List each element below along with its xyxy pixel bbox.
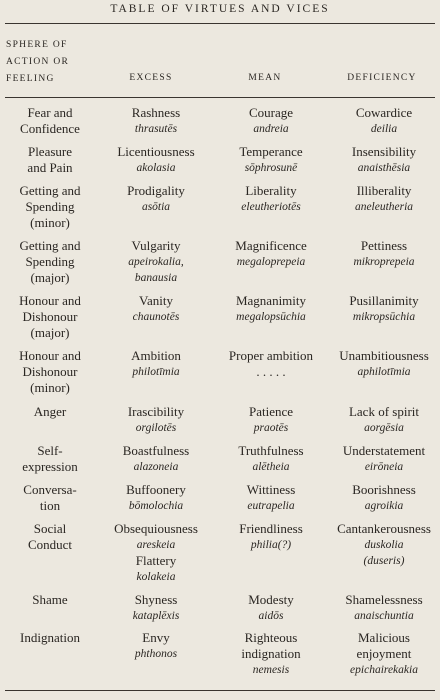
- sphere-cell: [4, 592, 96, 608]
- greek-term: megalopsūchia: [236, 311, 306, 323]
- greek-term: bōmolochia: [128, 500, 184, 512]
- top-rule: [5, 23, 435, 24]
- excess-cell: [100, 482, 212, 514]
- greek-term: (duseris): [363, 555, 405, 567]
- sphere-cell: [4, 443, 96, 475]
- cell-line: Obsequiousness: [114, 521, 198, 536]
- cell-line: and Pain: [27, 160, 73, 175]
- cell-line: Modesty: [248, 592, 294, 607]
- cell-line: Temperance: [239, 144, 303, 159]
- greek-term: eutrapelia: [247, 500, 295, 512]
- cell-line: . . . . .: [256, 364, 286, 379]
- deficiency-cell: [328, 183, 440, 215]
- sphere-cell: [4, 348, 96, 396]
- cell-line: Conversa-: [23, 482, 77, 497]
- cell-line: Dishonour: [22, 364, 78, 379]
- excess-cell: [100, 521, 212, 585]
- excess-cell: [100, 443, 212, 475]
- mean-cell: [212, 238, 330, 270]
- cell-line: Licentiousness: [117, 144, 195, 159]
- sphere-cell: [4, 521, 96, 553]
- mean-cell: [212, 348, 330, 380]
- greek-term: areskeia: [136, 539, 176, 551]
- bottom-rule: [5, 690, 435, 691]
- cell-line: Pleasure: [27, 144, 73, 159]
- mean-cell: [212, 592, 330, 624]
- cell-line: Irascibility: [127, 404, 185, 419]
- cell-line: Liberality: [245, 183, 297, 198]
- sphere-cell: [4, 183, 96, 231]
- cell-line: Friendliness: [239, 521, 303, 536]
- cell-line: Vulgarity: [131, 238, 181, 253]
- cell-line: Pusillanimity: [349, 293, 419, 308]
- cell-line: (minor): [30, 380, 70, 395]
- mean-cell: [212, 105, 330, 137]
- excess-cell: [100, 293, 212, 325]
- greek-term: mikroprepeia: [353, 256, 415, 268]
- cell-line: Cantankerousness: [337, 521, 431, 536]
- greek-term: alētheia: [252, 461, 290, 473]
- cell-line: Cowardice: [355, 105, 413, 120]
- deficiency-cell: [328, 404, 440, 436]
- cell-line: Shame: [32, 592, 68, 607]
- cell-line: Prodigality: [127, 183, 185, 198]
- mean-cell: [212, 443, 330, 475]
- cell-line: Understatement: [342, 443, 426, 458]
- cell-line: tion: [39, 498, 61, 513]
- greek-term: alazoneia: [133, 461, 179, 473]
- cell-line: indignation: [241, 646, 301, 661]
- greek-term: epichairekakia: [350, 664, 418, 676]
- cell-line: Shamelessness: [345, 592, 423, 607]
- mean-cell: [212, 521, 330, 553]
- header-deficiency: DEFICIENCY: [347, 73, 417, 83]
- cell-line: Illiberality: [356, 183, 412, 198]
- cell-line: Vanity: [139, 293, 173, 308]
- cell-line: Dishonour: [22, 309, 78, 324]
- greek-term: phthonos: [134, 648, 178, 660]
- cell-line: Righteous: [244, 630, 298, 645]
- cell-line: (minor): [30, 215, 70, 230]
- greek-term: banausia: [134, 272, 178, 284]
- deficiency-cell: [328, 443, 440, 475]
- mean-cell: [212, 630, 330, 678]
- greek-term: agroikia: [364, 500, 404, 512]
- greek-term: eirōneia: [364, 461, 404, 473]
- cell-line: Unambitiousness: [339, 348, 429, 363]
- greek-term: chaunotēs: [132, 311, 180, 323]
- cell-line: Pettiness: [360, 238, 408, 253]
- cell-line: Ambition: [131, 348, 181, 363]
- sphere-cell: [4, 293, 96, 341]
- mean-cell: [212, 482, 330, 514]
- greek-term: orgilotēs: [135, 422, 177, 434]
- header-sphere-line: SPHERE OF: [6, 40, 68, 50]
- greek-term: kataplēxis: [132, 610, 180, 622]
- greek-term: sōphrosunē: [244, 162, 298, 174]
- cell-line: Courage: [248, 105, 294, 120]
- cell-line: expression: [22, 459, 78, 474]
- cell-line: Wittiness: [246, 482, 296, 497]
- excess-cell: [100, 630, 212, 662]
- cell-line: Self-: [37, 443, 63, 458]
- sphere-cell: [4, 404, 96, 420]
- cell-line: Shyness: [134, 592, 178, 607]
- cell-line: Spending: [25, 199, 75, 214]
- cell-line: Lack of spirit: [348, 404, 420, 419]
- cell-line: Conduct: [27, 537, 73, 552]
- greek-term: anaisthēsia: [357, 162, 411, 174]
- header-sphere-line: FEELING: [6, 74, 55, 84]
- greek-term: mikropsūchia: [352, 311, 416, 323]
- cell-line: Boorishness: [352, 482, 416, 497]
- header-rule: [5, 97, 435, 98]
- greek-term: aphilotīmia: [357, 366, 411, 378]
- table-title: TABLE OF VIRTUES AND VICES: [110, 3, 330, 15]
- greek-term: eleutheriotēs: [241, 201, 301, 213]
- deficiency-cell: [328, 144, 440, 176]
- greek-term: aidōs: [258, 610, 284, 622]
- deficiency-cell: [328, 105, 440, 137]
- cell-line: (major): [30, 325, 70, 340]
- sphere-cell: [4, 238, 96, 286]
- cell-line: Boastfulness: [122, 443, 190, 458]
- cell-line: Magnanimity: [235, 293, 307, 308]
- greek-term: megaloprepeia: [236, 256, 306, 268]
- greek-term: kolakeia: [136, 571, 176, 583]
- cell-line: Proper ambition: [228, 348, 314, 363]
- excess-cell: [100, 183, 212, 215]
- greek-term: philia(?): [250, 539, 292, 551]
- cell-line: Indignation: [20, 630, 80, 645]
- cell-line: Patience: [248, 404, 294, 419]
- deficiency-cell: [328, 521, 440, 569]
- greek-term: nemesis: [252, 664, 290, 676]
- mean-cell: [212, 404, 330, 436]
- cell-line: (major): [30, 270, 70, 285]
- greek-term: akolasia: [136, 162, 176, 174]
- greek-term: thrasutēs: [134, 123, 178, 135]
- sphere-cell: [4, 105, 96, 137]
- header-mean: MEAN: [248, 73, 282, 83]
- cell-line: Magnificence: [235, 238, 307, 253]
- deficiency-cell: [328, 293, 440, 325]
- sphere-cell: [4, 630, 96, 646]
- cell-line: Envy: [142, 630, 170, 645]
- excess-cell: [100, 592, 212, 624]
- cell-line: Malicious: [358, 630, 410, 645]
- cell-line: Insensibility: [351, 144, 417, 159]
- cell-line: Spending: [25, 254, 75, 269]
- greek-term: apeirokalia,: [128, 256, 184, 268]
- excess-cell: [100, 144, 212, 176]
- header-excess: EXCESS: [129, 73, 173, 83]
- cell-line: Anger: [33, 404, 67, 419]
- cell-line: Confidence: [20, 121, 80, 136]
- deficiency-cell: [328, 482, 440, 514]
- mean-cell: [212, 183, 330, 215]
- greek-term: anaischuntia: [354, 610, 414, 622]
- cell-line: Honour and: [19, 293, 81, 308]
- cell-line: enjoyment: [356, 646, 412, 661]
- mean-cell: [212, 144, 330, 176]
- cell-line: Buffoonery: [126, 482, 186, 497]
- cell-line: Getting and: [19, 183, 81, 198]
- deficiency-cell: [328, 630, 440, 678]
- greek-term: praotēs: [253, 422, 289, 434]
- deficiency-cell: [328, 348, 440, 380]
- greek-term: andreia: [253, 123, 289, 135]
- cell-line: Social: [33, 521, 67, 536]
- cell-line: Truthfulness: [238, 443, 304, 458]
- sphere-cell: [4, 482, 96, 514]
- excess-cell: [100, 238, 212, 286]
- header-sphere: [6, 37, 82, 88]
- greek-term: aorgēsia: [364, 422, 404, 434]
- greek-term: asōtia: [141, 201, 171, 213]
- mean-cell: [212, 293, 330, 325]
- greek-term: aneleutheria: [354, 201, 414, 213]
- deficiency-cell: [328, 238, 440, 270]
- cell-line: Honour and: [19, 348, 81, 363]
- excess-cell: [100, 404, 212, 436]
- greek-term: duskolia: [364, 539, 404, 551]
- header-sphere-line: ACTION OR: [6, 57, 70, 67]
- excess-cell: [100, 105, 212, 137]
- cell-line: Rashness: [131, 105, 181, 120]
- cell-line: Flattery: [135, 553, 177, 568]
- greek-term: deilia: [370, 123, 398, 135]
- cell-line: Getting and: [19, 238, 81, 253]
- cell-line: Fear and: [27, 105, 73, 120]
- deficiency-cell: [328, 592, 440, 624]
- sphere-cell: [4, 144, 96, 176]
- greek-term: philotīmia: [132, 366, 180, 378]
- excess-cell: [100, 348, 212, 380]
